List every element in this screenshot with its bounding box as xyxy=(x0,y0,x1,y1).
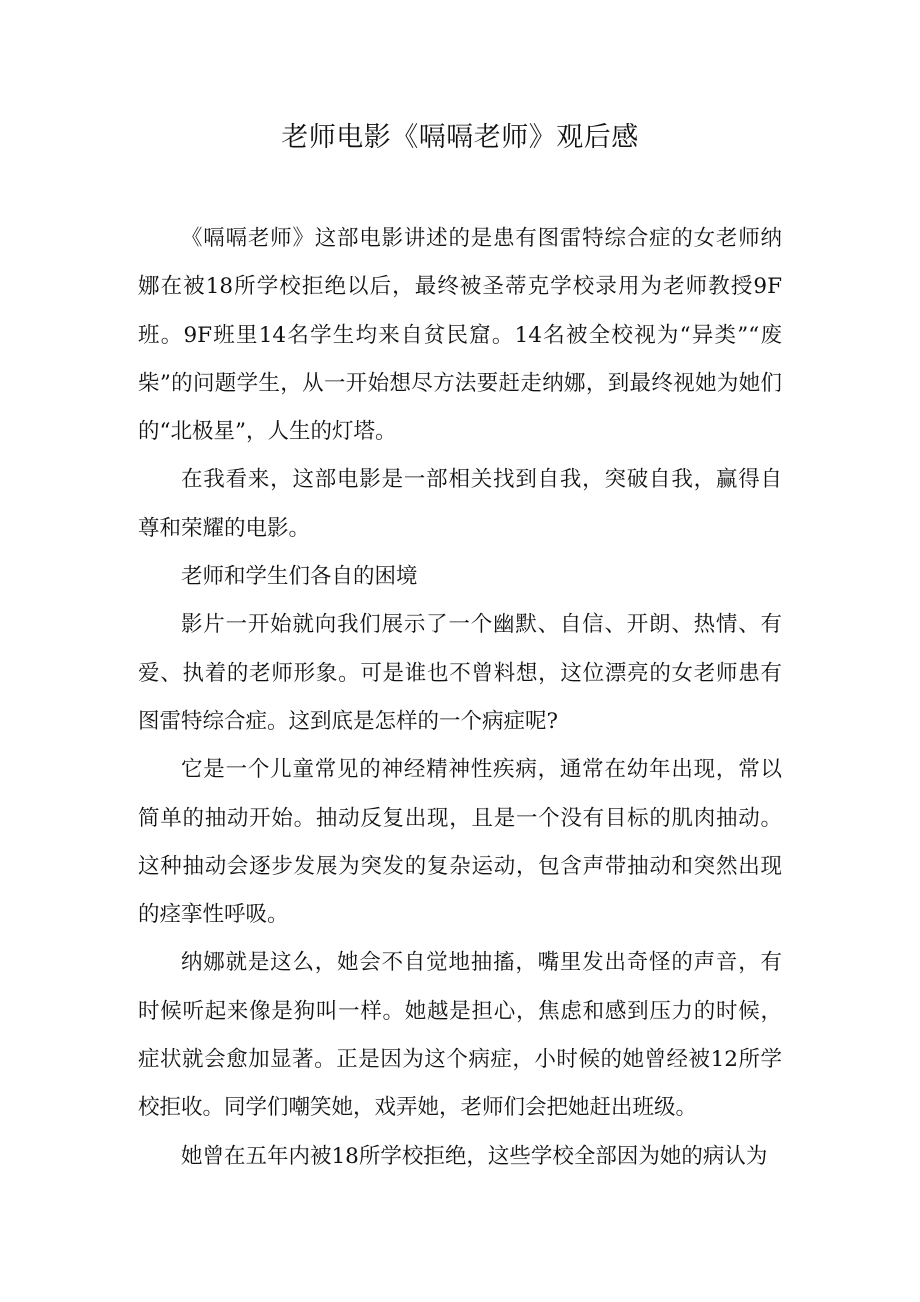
paragraph-opinion: 在我看来，这部电影是一部相关找到自我，突破自我，赢得自尊和荣耀的电影。 xyxy=(138,467,782,541)
document-body xyxy=(138,215,782,1181)
paragraph-disease: 它是一个儿童常见的神经精神性疾病，通常在幼年出现，常以简单的抽动开始。抽动反复出现，且是一个没有目标的肌肉抽动。这种抽动会逐步发展为突发的复杂运动，包含声带抽动和突然出现的痉挛性呼吸。 xyxy=(138,757,782,928)
document-title: 老师电影《嗝嗝老师》观后感 xyxy=(281,122,639,153)
paragraph-intro: 《嗝嗝老师》这部电影讲述的是患有图雷特综合症的女老师纳娜在被18所学校拒绝以后，最终被圣蒂克学校录用为老师教授9F班。9F班里14名学生均来自贫民窟。14名被全校视为“异类”“废柴”的问题学生，从一开始想尽方法要赶走纳娜，到最终视她为她们的“北极星”，人生的灯塔。 xyxy=(138,226,782,445)
paragraph-teacher-image: 影片一开始就向我们展示了一个幽默、自信、开朗、热情、有爱、执着的老师形象。可是谁也不曾料想，这位漂亮的女老师患有图雷特综合症。这到底是怎样的一个病症呢? xyxy=(138,612,782,734)
paragraph-nana-symptoms: 纳娜就是这么，她会不自觉地抽搐，嘴里发出奇怪的声音，有时候听起来像是狗叫一样。她越是担心，焦虑和感到压力的时候，症状就会愈加显著。正是因为这个病症，小时候的她曾经被12所学校拒收。同学们嘲笑她，戏弄她，老师们会把她赶出班级。 xyxy=(138,950,782,1121)
section-heading: 老师和学生们各自的困境 xyxy=(181,564,418,590)
paragraph-rejections: 她曾在五年内被18所学校拒绝，这些学校全部因为她的病认为 xyxy=(181,1143,768,1169)
